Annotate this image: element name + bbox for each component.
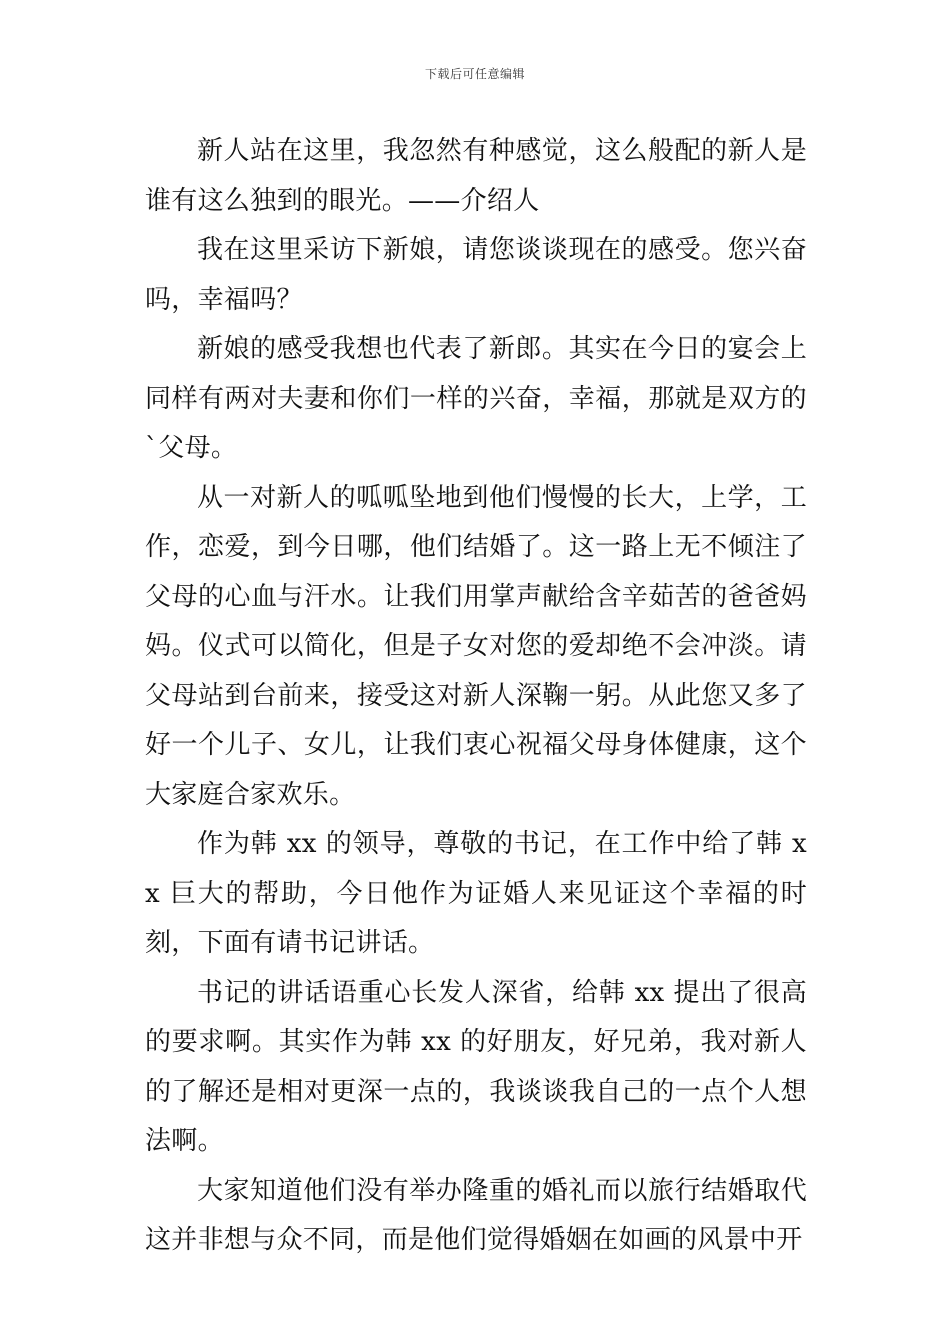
paragraph: 新娘的感受我想也代表了新郎。其实在今日的宴会上同样有两对夫妻和你们一样的兴奋，幸福，那就是双方的`父母。 — [145, 334, 807, 463]
document-body — [145, 127, 807, 1266]
paragraph: 书记的讲话语重心长发人深省，给韩 xx 提出了很高的要求啊。其实作为韩 xx 的好朋友，好兄弟，我对新人的了解还是相对更深一点的，我谈谈我自己的一点个人想法啊。 — [145, 977, 807, 1156]
paragraph: 从一对新人的呱呱坠地到他们慢慢的长大，上学，工作，恋爱，到今日哪，他们结婚了。这一路上无不倾注了父母的心血与汗水。让我们用掌声献给含辛茹苦的爸爸妈妈。仪式可以简化，但是子女对您的爱却绝不会冲淡。请父母站到台前来，接受这对新人深鞠一躬。从此您又多了好一个儿子、女儿，让我们衷心祝福父母身体健康，这个大家庭合家欢乐。 — [145, 482, 807, 810]
header-note: 下载后可任意编辑 — [424, 67, 525, 81]
paragraph: 我在这里采访下新娘，请您谈谈现在的感受。您兴奋吗，幸福吗？ — [145, 235, 807, 315]
paragraph: 作为韩 xx 的领导，尊敬的书记，在工作中给了韩 xx 巨大的帮助，今日他作为证婚人来见证这个幸福的时刻，下面有请书记讲话。 — [145, 829, 807, 958]
paragraph: 大家知道他们没有举办隆重的婚礼而以旅行结婚取代这并非想与众不同，而是他们觉得婚姻在如画的风景中开 — [145, 1175, 807, 1255]
paragraph: 新人站在这里，我忽然有种感觉，这么般配的新人是谁有这么独到的眼光。——介绍人 — [145, 136, 807, 216]
